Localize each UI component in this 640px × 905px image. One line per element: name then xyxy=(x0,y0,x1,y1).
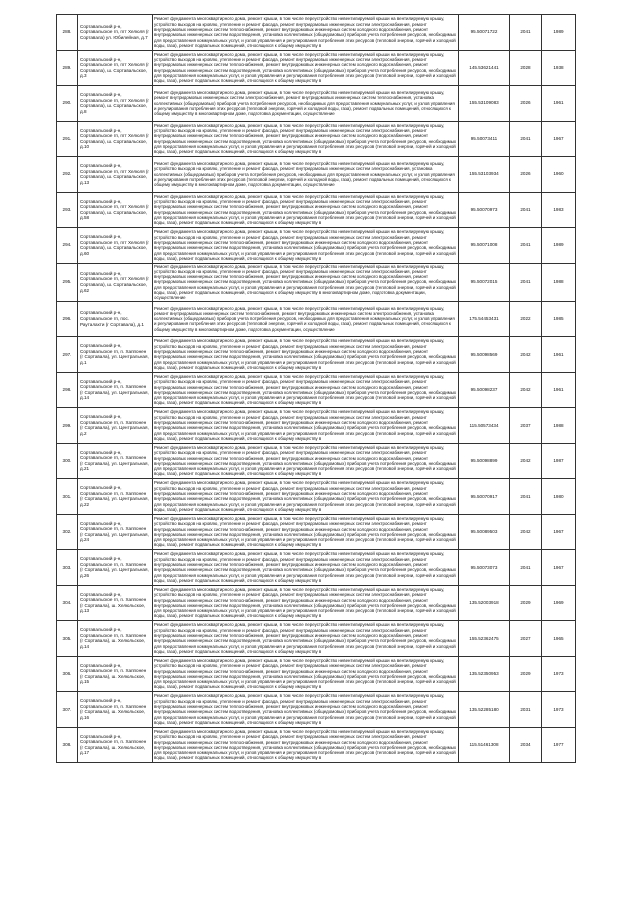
repair-year-cell: 2026 xyxy=(510,86,542,122)
works-cell: Ремонт фундамента многоквартирного дома, ремонт крыши, в том числе переустройство невентилируемой крыши на вентилируемую крышу, устройство выходов на кровлю, утепление и ремонт фасада, ремонт внутридомовых инженерных систем электроснабжения, ремонт внутридомовых инженерных систем теплоснабжения, ремонт внутридомовых инженерных систем холодного водоснабжения, ремонт внутридомовых инженерных систем водоотведения, установка коллективных (общедомовых) приборов учета потребления ресурсов, необходимых для предоставления коммунальных услуг, и узлов управления и регулирования потребления этих ресурсов (тепловой энергии, горячей и холодной воды, газа), ремонт подвальных помещений, относящихся к общему имуществу в xyxy=(153,50,459,86)
address-cell: Сортавальский р-н, Сортавальское гп, п. Хаппонен (г Сортавала), ул. Центральная, д.21 xyxy=(78,443,153,479)
capital-repair-table xyxy=(56,14,576,763)
row-number: 306. xyxy=(57,656,78,692)
repair-year-cell: 2029 xyxy=(510,656,542,692)
works-cell: Ремонт фундамента многоквартирного дома, ремонт крыши, в том числе переустройство невентилируемой крыши на вентилируемую крышу, устройство выходов на кровлю, утепление и ремонт фасада, ремонт внутридомовых инженерных систем электроснабжения, ремонт внутридомовых инженерных систем теплоснабжения, ремонт внутридомовых инженерных систем холодного водоснабжения, ремонт внутридомовых инженерных систем водоотведения, установка коллективных (общедомовых) приборов учета потребления ресурсов, необходимых для предоставления коммунальных услуг, и узлов управления и регулирования потребления этих ресурсов (тепловой энергии, горячей и холодной воды, газа), ремонт подвальных помещений, относящихся к общему имуществу в xyxy=(153,15,459,51)
build-year-cell: 1989 xyxy=(542,15,576,51)
row-number: 289. xyxy=(57,50,78,86)
row-number: 302. xyxy=(57,514,78,550)
table-row xyxy=(57,621,576,657)
build-year-cell: 1967 xyxy=(542,550,576,586)
repair-year-cell: 2029 xyxy=(510,585,542,621)
works-cell: Ремонт фундамента многоквартирного дома, ремонт крыши, в том числе переустройство невентилируемой крыши на вентилируемую крышу, устройство выходов на кровлю, утепление и ремонт фасада, ремонт внутридомовых инженерных систем электроснабжения, ремонт внутридомовых инженерных систем теплоснабжения, ремонт внутридомовых инженерных систем холодного водоснабжения, ремонт внутридомовых инженерных систем водоотведения, установка коллективных (общедомовых) приборов учета потребления ресурсов, необходимых для предоставления коммунальных услуг, и узлов управления и регулирования потребления этих ресурсов (тепловой энергии, горячей и холодной воды, газа), ремонт подвальных помещений, относящихся к общему имуществу в xyxy=(153,479,459,515)
cost-cell: 145.53621441 xyxy=(459,50,510,86)
repair-year-cell: 2041 xyxy=(510,192,542,228)
works-cell: Ремонт фундамента многоквартирного дома, ремонт крыши, в том числе переустройство невентилируемой крыши на вентилируемую крышу, устройство выходов на кровлю, утепление и ремонт фасада, ремонт внутридомовых инженерных систем электроснабжения, ремонт внутридомовых инженерных систем теплоснабжения, ремонт внутридомовых инженерных систем холодного водоснабжения, ремонт внутридомовых инженерных систем водоотведения, установка коллективных (общедомовых) приборов учета потребления ресурсов, необходимых для предоставления коммунальных услуг, и узлов управления и регулирования потребления этих ресурсов (тепловой энергии, горячей и холодной воды, газа), ремонт подвальных помещений, относящихся к общему имуществу в xyxy=(153,121,459,157)
repair-year-cell: 2041 xyxy=(510,228,542,264)
row-number: 297. xyxy=(57,337,78,373)
build-year-cell: 1987 xyxy=(542,443,576,479)
cost-cell: 155.53103934 xyxy=(459,157,510,193)
row-number: 298. xyxy=(57,372,78,408)
row-number: 307. xyxy=(57,692,78,728)
cost-cell: 135.52285180 xyxy=(459,692,510,728)
table-row xyxy=(57,443,576,479)
address-cell: Сортавальский р-н, Сортавальское гп, пгт Хелюля (г Сортавала), ш. Сортавальское, д.60 xyxy=(78,228,153,264)
address-cell: Сортавальский р-н, Сортавальское гп, пгт Хелюля (г Сортавала), ш. Сортавальское, д.8 xyxy=(78,86,153,122)
row-number: 305. xyxy=(57,621,78,657)
address-cell: Сортавальский р-н, Сортавальское гп, пос. Рауталахти (г Сортавала), д.1 xyxy=(78,301,153,337)
repair-year-cell: 2042 xyxy=(510,514,542,550)
address-cell: Сортавальский р-н, Сортавальское гп, п. Хаппонен (г Сортавала), ул. Центральная, д.1 xyxy=(78,337,153,373)
table-row xyxy=(57,372,576,408)
cost-cell: 95.50071722 xyxy=(459,15,510,51)
works-cell: Ремонт фундамента многоквартирного дома, ремонт крыши, в том числе переустройство невентилируемой крыши на вентилируемую крышу, ремонт внутридомовых инженерных систем электроснабжения, ремонт внутридомовых инженерных систем теплоснабжения, установка коллективных (общедомовых) приборов учета потребления ресурсов, необходимых для предоставления коммунальных услуг, и узлов управления и регулирования потребления этих ресурсов (тепловой энергии, горячей и холодной воды, газа), ремонт подвальных помещений, относящихся к общему имуществу в многоквартирном доме, подготовка документации, осуществление xyxy=(153,86,459,122)
works-cell: Ремонт фундамента многоквартирного дома, ремонт крыши, в том числе переустройство невентилируемой крыши на вентилируемую крышу, устройство выходов на кровлю, утепление и ремонт фасада, ремонт внутридомовых инженерных систем электроснабжения, ремонт внутридомовых инженерных систем теплоснабжения, ремонт внутридомовых инженерных систем холодного водоснабжения, ремонт внутридомовых инженерных систем водоотведения, установка коллективных (общедомовых) приборов учета потребления ресурсов, необходимых для предоставления коммунальных услуг, и узлов управления и регулирования потребления этих ресурсов (тепловой энергии, горячей и холодной воды, газа), ремонт подвальных помещений, относящихся к общему имуществу в xyxy=(153,408,459,444)
table-row xyxy=(57,550,576,586)
row-number: 301. xyxy=(57,479,78,515)
table-row xyxy=(57,157,576,193)
build-year-cell: 1961 xyxy=(542,337,576,373)
repair-year-cell: 2042 xyxy=(510,372,542,408)
table-row xyxy=(57,121,576,157)
repair-year-cell: 2042 xyxy=(510,337,542,373)
row-number: 296. xyxy=(57,301,78,337)
works-cell: Ремонт фундамента многоквартирного дома, ремонт крыши, в том числе переустройство невентилируемой крыши на вентилируемую крышу, устройство выходов на кровлю, утепление и ремонт фасада, ремонт внутридомовых инженерных систем электроснабжения, ремонт внутридомовых инженерных систем теплоснабжения, ремонт внутридомовых инженерных систем холодного водоснабжения, ремонт внутридомовых инженерных систем водоотведения, установка коллективных (общедомовых) приборов учета потребления ресурсов, необходимых для предоставления коммунальных услуг, и узлов управления и регулирования потребления этих ресурсов (тепловой энергии, горячей и холодной воды, газа), ремонт подвальных помещений, относящихся к общему имуществу в xyxy=(153,621,459,657)
build-year-cell: 1961 xyxy=(542,86,576,122)
works-cell: Ремонт фундамента многоквартирного дома, ремонт крыши, в том числе переустройство невентилируемой крыши на вентилируемую крышу, устройство выходов на кровлю, утепление и ремонт фасада, ремонт внутридомовых инженерных систем электроснабжения, ремонт внутридомовых инженерных систем теплоснабжения, ремонт внутридомовых инженерных систем холодного водоснабжения, ремонт внутридомовых инженерных систем водоотведения, установка коллективных (общедомовых) приборов учета потребления ресурсов, необходимых для предоставления коммунальных услуг, и узлов управления и регулирования потребления этих ресурсов (тепловой энергии, горячей и холодной воды, газа), ремонт подвальных помещений, относящихся к общему имуществу в xyxy=(153,727,459,763)
works-cell: Ремонт фундамента многоквартирного дома, ремонт крыши, в том числе переустройство невентилируемой крыши на вентилируемую крышу, устройство выходов на кровлю, утепление и ремонт фасада, ремонт внутридомовых инженерных систем электроснабжения, ремонт внутридомовых инженерных систем теплоснабжения, ремонт внутридомовых инженерных систем холодного водоснабжения, ремонт внутридомовых инженерных систем водоотведения, установка коллективных (общедомовых) приборов учета потребления ресурсов, необходимых для предоставления коммунальных услуг, и узлов управления и регулирования потребления этих ресурсов (тепловой энергии, горячей и холодной воды, газа), ремонт подвальных помещений, относящихся к общему имуществу в многоквартирном доме, подготовка документации, осуществление xyxy=(153,263,459,301)
table-row xyxy=(57,514,576,550)
address-cell: Сортавальский р-н, Сортавальское гп, пгт Хелюля (г Сортавала) ул. Юбилейная, д.7 xyxy=(78,15,153,51)
address-cell: Сортавальский р-н, Сортавальское гп, пгт Хелюля (г Сортавала), ш. Сортавальское, д.58 xyxy=(78,192,153,228)
works-cell: Ремонт фундамента многоквартирного дома, ремонт крыши, в том числе переустройство невентилируемой крыши на вентилируемую крышу, устройство выходов на кровлю, утепление и ремонт фасада, ремонт внутридомовых инженерных систем электроснабжения, ремонт внутридомовых инженерных систем теплоснабжения, ремонт внутридомовых инженерных систем холодного водоснабжения, ремонт внутридомовых инженерных систем водоотведения, установка коллективных (общедомовых) приборов учета потребления ресурсов, необходимых для предоставления коммунальных услуг, и узлов управления и регулирования потребления этих ресурсов (тепловой энергии, горячей и холодной воды, газа), ремонт подвальных помещений, относящихся к общему имуществу в xyxy=(153,550,459,586)
address-cell: Сортавальский р-н, Сортавальское гп, п. Хаппонен (г Сортавала), ул. Центральная, д.2 xyxy=(78,408,153,444)
address-cell: Сортавальский р-н, Сортавальское гп, пгт Хелюля (г Сортавала), ш. Сортавальское, д.13 xyxy=(78,157,153,193)
table-row xyxy=(57,408,576,444)
build-year-cell: 1983 xyxy=(542,192,576,228)
build-year-cell: 1960 xyxy=(542,157,576,193)
cost-cell: 95.50070917 xyxy=(459,479,510,515)
cost-cell: 95.50089503 xyxy=(459,514,510,550)
row-number: 308. xyxy=(57,727,78,763)
cost-cell: 95.50072015 xyxy=(459,263,510,301)
table-row xyxy=(57,479,576,515)
build-year-cell: 1967 xyxy=(542,514,576,550)
address-cell: Сортавальский р-н, Сортавальское гп, п. Хаппонен (г Сортавала), ш. Хелюльское, д.17 xyxy=(78,727,153,763)
address-cell: Сортавальский р-н, Сортавальское гп, п. Хаппонен (г Сортавала), ш. Хелюльское, д.14 xyxy=(78,621,153,657)
address-cell: Сортавальский р-н, Сортавальское гп, пгт Хелюля (г Сортавала), ш. Сортавальское, д.10 xyxy=(78,121,153,157)
repair-year-cell: 2022 xyxy=(510,301,542,337)
table-row xyxy=(57,263,576,301)
address-cell: Сортавальский р-н, Сортавальское гп, пгт Хелюля (г Сортавала), ш. Сортавальское, д.3 xyxy=(78,50,153,86)
build-year-cell: 1973 xyxy=(542,692,576,728)
cost-cell: 115.50573434 xyxy=(459,408,510,444)
repair-year-cell: 2041 xyxy=(510,121,542,157)
cost-cell: 95.50098237 xyxy=(459,372,510,408)
cost-cell: 95.50073411 xyxy=(459,121,510,157)
row-number: 299. xyxy=(57,408,78,444)
build-year-cell: 1938 xyxy=(542,50,576,86)
address-cell: Сортавальский р-н, Сортавальское гп, п. Хаппонен (г Сортавала), ул. Центральная, д.26 xyxy=(78,550,153,586)
cost-cell: 95.50098899 xyxy=(459,443,510,479)
address-cell: Сортавальский р-н, Сортавальское гп, п. Хаппонен (г Сортавала), ш. Хелюльское, д.15 xyxy=(78,656,153,692)
repair-year-cell: 2037 xyxy=(510,408,542,444)
works-cell: Ремонт фундамента многоквартирного дома, ремонт крыши, в том числе переустройство невентилируемой крыши на вентилируемую крышу, устройство выходов на кровлю, утепление и ремонт фасада, ремонт внутридомовых инженерных систем электроснабжения, установка коллективных (общедомовых) приборов учета потребления ресурсов, необходимых для предоставления коммунальных услуг, и узлов управления и регулирования потребления этих ресурсов (тепловой энергии, горячей и холодной воды, газа), ремонт подвальных помещений, относящихся к общему имуществу в многоквартирном доме, подготовка документации, осуществление xyxy=(153,157,459,193)
repair-year-cell: 2034 xyxy=(510,727,542,763)
row-number: 293. xyxy=(57,192,78,228)
table-row xyxy=(57,86,576,122)
repair-year-cell: 2041 xyxy=(510,550,542,586)
build-year-cell: 1988 xyxy=(542,408,576,444)
works-cell: Ремонт фундамента многоквартирного дома, ремонт крыши, в том числе переустройство невентилируемой крыши на вентилируемую крышу, устройство выходов на кровлю, утепление и ремонт фасада, ремонт внутридомовых инженерных систем электроснабжения, ремонт внутридомовых инженерных систем теплоснабжения, ремонт внутридомовых инженерных систем холодного водоснабжения, ремонт внутридомовых инженерных систем водоотведения, установка коллективных (общедомовых) приборов учета потребления ресурсов, необходимых для предоставления коммунальных услуг, и узлов управления и регулирования потребления этих ресурсов (тепловой энергии, горячей и холодной воды, газа), ремонт подвальных помещений, относящихся к общему имуществу в xyxy=(153,514,459,550)
table-body xyxy=(57,15,576,763)
repair-year-cell: 2041 xyxy=(510,263,542,301)
repair-year-cell: 2041 xyxy=(510,479,542,515)
table-row xyxy=(57,50,576,86)
works-cell: Ремонт фундамента многоквартирного дома, ремонт крыши, в том числе переустройство невентилируемой крыши на вентилируемую крышу, устройство выходов на кровлю, утепление и ремонт фасада, ремонт внутридомовых инженерных систем электроснабжения, ремонт внутридомовых инженерных систем теплоснабжения, ремонт внутридомовых инженерных систем холодного водоснабжения, ремонт внутридомовых инженерных систем водоотведения, установка коллективных (общедомовых) приборов учета потребления ресурсов, необходимых для предоставления коммунальных услуг, и узлов управления и регулирования потребления этих ресурсов (тепловой энергии, горячей и холодной воды, газа), ремонт подвальных помещений, относящихся к общему имуществу в xyxy=(153,228,459,264)
cost-cell: 155.52362475 xyxy=(459,621,510,657)
works-cell: Ремонт фундамента многоквартирного дома, ремонт крыши, в том числе переустройство невентилируемой крыши на вентилируемую крышу, устройство выходов на кровлю, утепление и ремонт фасада, ремонт внутридомовых инженерных систем электроснабжения, ремонт внутридомовых инженерных систем теплоснабжения, ремонт внутридомовых инженерных систем холодного водоснабжения, ремонт внутридомовых инженерных систем водоотведения, установка коллективных (общедомовых) приборов учета потребления ресурсов, необходимых для предоставления коммунальных услуг, и узлов управления и регулирования потребления этих ресурсов (тепловой энергии, горячей и холодной воды, газа), ремонт подвальных помещений, относящихся к общему имуществу в xyxy=(153,443,459,479)
address-cell: Сортавальский р-н, Сортавальское гп, п. Хаппонен (г Сортавала), ул. Центральная, д.14 xyxy=(78,372,153,408)
row-number: 304. xyxy=(57,585,78,621)
works-cell: Ремонт фундамента многоквартирного дома, ремонт крыши, в том числе переустройство невентилируемой крыши на вентилируемую крышу, устройство выходов на кровлю, утепление и ремонт фасада, ремонт внутридомовых инженерных систем электроснабжения, ремонт внутридомовых инженерных систем теплоснабжения, ремонт внутридомовых инженерных систем холодного водоснабжения, ремонт внутридомовых инженерных систем водоотведения, установка коллективных (общедомовых) приборов учета потребления ресурсов, необходимых для предоставления коммунальных услуг, и узлов управления и регулирования потребления этих ресурсов (тепловой энергии, горячей и холодной воды, газа), ремонт подвальных помещений, относящихся к общему имуществу в xyxy=(153,656,459,692)
build-year-cell: 1985 xyxy=(542,301,576,337)
build-year-cell: 1967 xyxy=(542,121,576,157)
row-number: 295. xyxy=(57,263,78,301)
build-year-cell: 1969 xyxy=(542,585,576,621)
table-row xyxy=(57,656,576,692)
row-number: 288. xyxy=(57,15,78,51)
table-row xyxy=(57,228,576,264)
build-year-cell: 1973 xyxy=(542,656,576,692)
build-year-cell: 1988 xyxy=(542,263,576,301)
cost-cell: 155.53109083 xyxy=(459,86,510,122)
cost-cell: 95.50073073 xyxy=(459,550,510,586)
cost-cell: 95.50070973 xyxy=(459,192,510,228)
cost-cell: 115.51461308 xyxy=(459,727,510,763)
table-row xyxy=(57,15,576,51)
build-year-cell: 1977 xyxy=(542,727,576,763)
row-number: 291. xyxy=(57,121,78,157)
works-cell: Ремонт фундамента многоквартирного дома, ремонт крыши, в том числе переустройство невентилируемой крыши на вентилируемую крышу, устройство выходов на кровлю, утепление и ремонт фасада, ремонт внутридомовых инженерных систем электроснабжения, ремонт внутридомовых инженерных систем теплоснабжения, ремонт внутридомовых инженерных систем холодного водоснабжения, ремонт внутридомовых инженерных систем водоотведения, установка коллективных (общедомовых) приборов учета потребления ресурсов, необходимых для предоставления коммунальных услуг, и узлов управления и регулирования потребления этих ресурсов (тепловой энергии, горячей и холодной воды, газа), ремонт подвальных помещений, относящихся к общему имуществу в xyxy=(153,372,459,408)
repair-year-cell: 2026 xyxy=(510,157,542,193)
address-cell: Сортавальский р-н, Сортавальское гп, п. Хаппонен (г Сортавала), ш. Хелюльское, д.13 xyxy=(78,585,153,621)
repair-year-cell: 2028 xyxy=(510,50,542,86)
row-number: 303. xyxy=(57,550,78,586)
build-year-cell: 1980 xyxy=(542,479,576,515)
table-row xyxy=(57,192,576,228)
cost-cell: 175.54453431 xyxy=(459,301,510,337)
address-cell: Сортавальский р-н, Сортавальское гп, пгт Хелюля (г Сортавала), ш. Сортавальское, д.62 xyxy=(78,263,153,301)
table-row xyxy=(57,585,576,621)
build-year-cell: 1989 xyxy=(542,228,576,264)
cost-cell: 95.50098569 xyxy=(459,337,510,373)
works-cell: Ремонт фундамента многоквартирного дома, ремонт крыши, в том числе переустройство невентилируемой крыши на вентилируемую крышу, ремонт внутридомовых инженерных систем теплоснабжения, ремонт внутридомовых инженерных систем электроснабжения, установка коллективных (общедомовых) приборов учета потребления ресурсов, необходимых для предоставления коммунальных услуг, и узлов управления и регулирования потребления этих ресурсов (тепловой энергии, горячей и холодной воды, газа), ремонт подвальных помещений, относящихся к общему имуществу в многоквартирном доме, подготовка документации, осуществление xyxy=(153,301,459,337)
row-number: 294. xyxy=(57,228,78,264)
works-cell: Ремонт фундамента многоквартирного дома, ремонт крыши, в том числе переустройство невентилируемой крыши на вентилируемую крышу, устройство выходов на кровлю, утепление и ремонт фасада, ремонт внутридомовых инженерных систем электроснабжения, ремонт внутридомовых инженерных систем теплоснабжения, ремонт внутридомовых инженерных систем холодного водоснабжения, ремонт внутридомовых инженерных систем водоотведения, установка коллективных (общедомовых) приборов учета потребления ресурсов, необходимых для предоставления коммунальных услуг, и узлов управления и регулирования потребления этих ресурсов (тепловой энергии, горячей и холодной воды, газа), ремонт подвальных помещений, относящихся к общему имуществу в xyxy=(153,337,459,373)
works-cell: Ремонт фундамента многоквартирного дома, ремонт крыши, в том числе переустройство невентилируемой крыши на вентилируемую крышу, устройство выходов на кровлю, утепление и ремонт фасада, ремонт внутридомовых инженерных систем электроснабжения, ремонт внутридомовых инженерных систем теплоснабжения, ремонт внутридомовых инженерных систем холодного водоснабжения, ремонт внутридомовых инженерных систем водоотведения, установка коллективных (общедомовых) приборов учета потребления ресурсов, необходимых для предоставления коммунальных услуг, и узлов управления и регулирования потребления этих ресурсов (тепловой энергии, горячей и холодной воды, газа), ремонт подвальных помещений, относящихся к общему имуществу в xyxy=(153,192,459,228)
table-row xyxy=(57,692,576,728)
build-year-cell: 1961 xyxy=(542,372,576,408)
repair-year-cell: 2027 xyxy=(510,621,542,657)
table-row xyxy=(57,337,576,373)
document-page xyxy=(56,14,575,763)
build-year-cell: 1965 xyxy=(542,621,576,657)
repair-year-cell: 2031 xyxy=(510,692,542,728)
row-number: 290. xyxy=(57,86,78,122)
cost-cell: 135.52350953 xyxy=(459,656,510,692)
works-cell: Ремонт фундамента многоквартирного дома, ремонт крыши, в том числе переустройство невентилируемой крыши на вентилируемую крышу, устройство выходов на кровлю, утепление и ремонт фасада, ремонт внутридомовых инженерных систем электроснабжения, ремонт внутридомовых инженерных систем теплоснабжения, ремонт внутридомовых инженерных систем холодного водоснабжения, ремонт внутридомовых инженерных систем водоотведения, установка коллективных (общедомовых) приборов учета потребления ресурсов, необходимых для предоставления коммунальных услуг, и узлов управления и регулирования потребления этих ресурсов (тепловой энергии, горячей и холодной воды, газа), ремонт подвальных помещений, относящихся к общему имуществу в xyxy=(153,692,459,728)
address-cell: Сортавальский р-н, Сортавальское гп, п. Хаппонен (г Сортавала), ш. Хелюльское, д.16 xyxy=(78,692,153,728)
row-number: 292. xyxy=(57,157,78,193)
cost-cell: 95.50071008 xyxy=(459,228,510,264)
works-cell: Ремонт фундамента многоквартирного дома, ремонт крыши, в том числе переустройство невентилируемой крыши на вентилируемую крышу, устройство выходов на кровлю, утепление и ремонт фасада, ремонт внутридомовых инженерных систем электроснабжения, ремонт внутридомовых инженерных систем теплоснабжения, ремонт внутридомовых инженерных систем холодного водоснабжения, ремонт внутридомовых инженерных систем водоотведения, установка коллективных (общедомовых) приборов учета потребления ресурсов, необходимых для предоставления коммунальных услуг, и узлов управления и регулирования потребления этих ресурсов (тепловой энергии, горячей и холодной воды, газа), ремонт подвальных помещений, относящихся к общему имуществу в xyxy=(153,585,459,621)
repair-year-cell: 2042 xyxy=(510,443,542,479)
address-cell: Сортавальский р-н, Сортавальское гп, п. Хаппонен (г Сортавала), ул. Центральная, д.24 xyxy=(78,514,153,550)
table-row xyxy=(57,301,576,337)
cost-cell: 135.52003918 xyxy=(459,585,510,621)
row-number: 300. xyxy=(57,443,78,479)
repair-year-cell: 2041 xyxy=(510,15,542,51)
address-cell: Сортавальский р-н, Сортавальское гп, п. Хаппонен (г Сортавала), ул. Центральная, д.22 xyxy=(78,479,153,515)
table-row xyxy=(57,727,576,763)
